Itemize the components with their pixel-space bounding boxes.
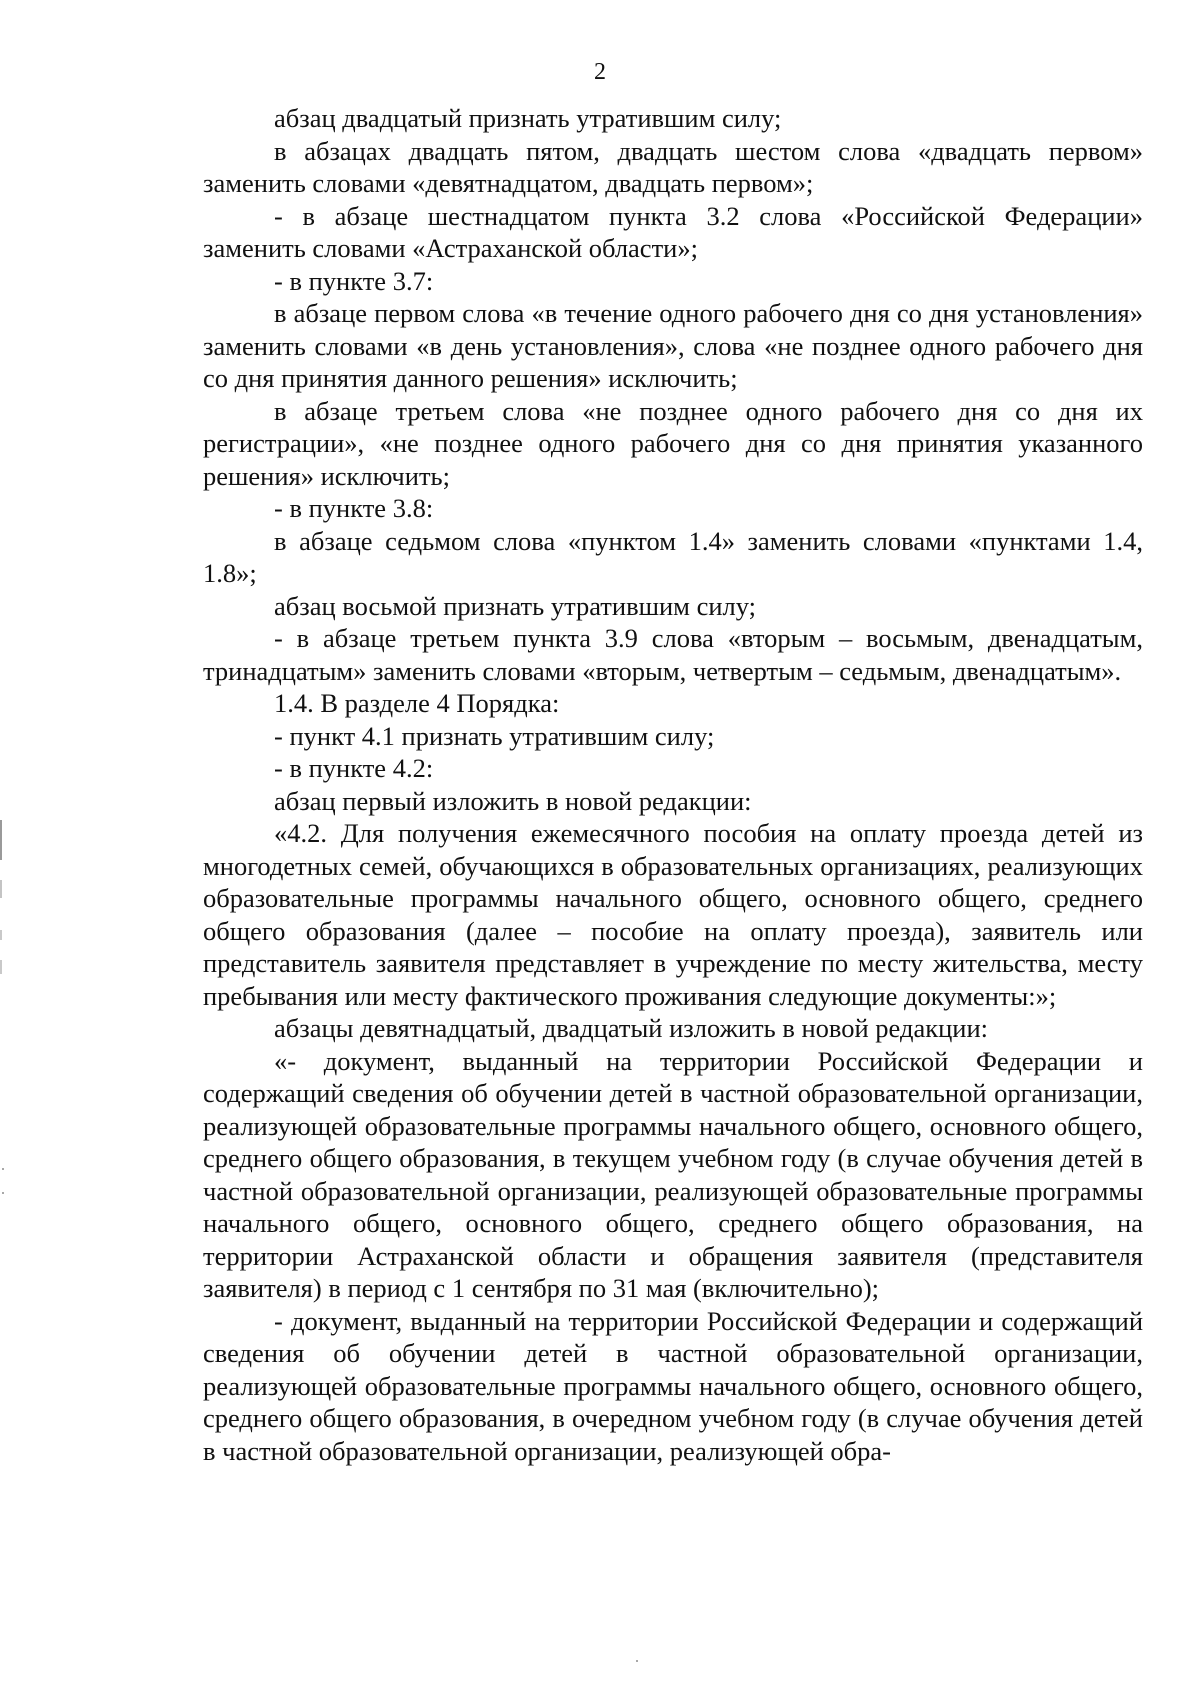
paragraph: «4.2. Для получения ежемесячного пособия на оплату проезда детей из многодетных семей, обучающихся в образовательных организациях, реализующих образовательные программы начального общего, основного общего, среднего общего образования (далее – пособие на оплату проезда), заявитель или представитель заявителя представляет в учреждение по месту жительства, месту пребывания или месту фактического проживания следующие документы:»; xyxy=(203,818,1143,1011)
paragraph: абзац первый изложить в новой редакции: xyxy=(274,785,752,816)
paragraph: - в пункте 3.8: xyxy=(274,493,434,523)
scan-artifact xyxy=(0,820,2,860)
paragraph: в абзацах двадцать пятом, двадцать шестом слова «двадцать первом» заменить словами «девятнадцатом, двадцать первом»; xyxy=(203,135,1143,198)
paragraph: 1.4. В разделе 4 Порядка: xyxy=(274,688,560,718)
scan-artifact xyxy=(2,1192,4,1194)
scan-artifact xyxy=(0,880,2,898)
scan-artifact xyxy=(0,930,2,940)
paragraph: - в пункте 3.7: xyxy=(274,265,434,296)
paragraph: абзацы девятнадцатый, двадцатый изложить в новой редакции: xyxy=(274,1013,988,1043)
paragraph: - в абзаце шестнадцатом пункта 3.2 слова «Российской Федерации» заменить словами «Астраханской области»; xyxy=(203,200,1143,263)
scan-artifact xyxy=(2,1168,4,1170)
paragraph: «- документ, выданный на территории Российской Федерации и содержащий сведения об обучении детей в частной образовательной организации, реализующей образовательные программы начального общего, основного общего, среднего общего образования, в текущем учебном году (в случае обучения детей в частной образовательной организации, реализующей образовательные программы начального общего, основного общего, среднего общего образования, на территории Астраханской области и обращения заявителя (представителя заявителя) в период с 1 сентября по 31 мая (включительно); xyxy=(203,1045,1143,1303)
paragraph: - пункт 4.1 признать утратившим силу; xyxy=(274,720,715,751)
scan-artifact xyxy=(636,1660,638,1662)
paragraph: в абзаце седьмом слова «пунктом 1.4» заменить словами «пунктами 1.4, 1.8»; xyxy=(203,525,1143,588)
paragraph: - документ, выданный на территории Российской Федерации и содержащий сведения об обучении детей в частной образовательной организации, реализующей образовательные программы начального общего, основного общего, среднего общего образования, в очередном учебном году (в случае обучения детей в частной образовательной организации, реализующей обра- xyxy=(203,1305,1143,1466)
paragraph: - в абзаце третьем пункта 3.9 слова «вторым – восьмым, двенадцатым, тринадцатым» заменить словами «вторым, четвертым – седьмым, двенадцатым». xyxy=(203,623,1143,686)
paragraph: в абзаце третьем слова «не позднее одного рабочего дня со дня их регистрации», «не позднее одного рабочего дня со дня принятия указанного решения» исключить; xyxy=(203,395,1143,491)
paragraph: абзац двадцатый признать утратившим силу; xyxy=(274,103,782,133)
paragraph: в абзаце первом слова «в течение одного рабочего дня со дня установления» заменить словами «в день установления», слова «не позднее одного рабочего дня со дня принятия данного решения» исключить; xyxy=(203,298,1143,393)
scan-artifact xyxy=(0,960,2,974)
paragraph: - в пункте 4.2: xyxy=(274,753,434,783)
page-number: 2 xyxy=(594,59,606,85)
paragraph: абзац восьмой признать утратившим силу; xyxy=(274,590,756,621)
document-text-body xyxy=(203,102,1143,1467)
